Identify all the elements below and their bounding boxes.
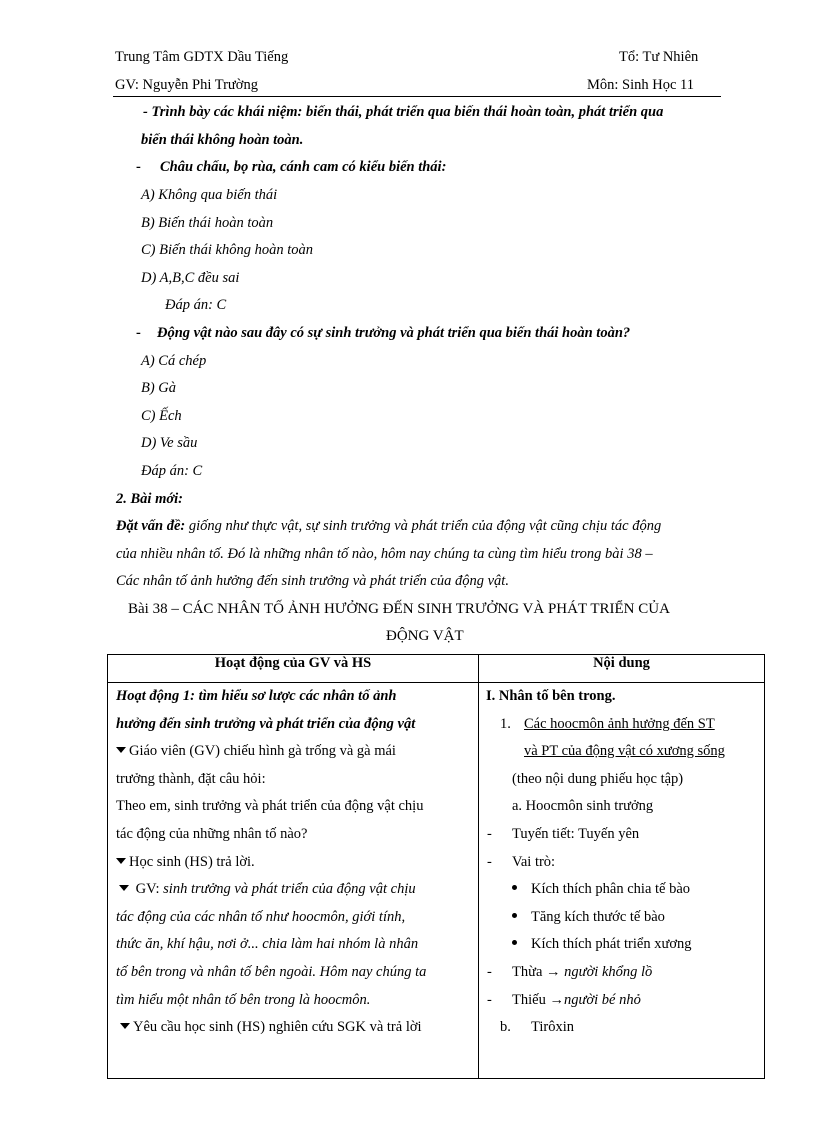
question-1-text: Châu chấu, bọ rùa, cánh cam có kiểu biến thái: (160, 159, 447, 175)
role-label: Vai trò: (512, 854, 556, 870)
teacher-name: GV: Nguyễn Phi Trường (115, 77, 258, 93)
activity-step-3-text: sinh trưởng và phát triển của động vật chịu (163, 881, 416, 897)
item-1-title-line-2: và PT của động vật có xương sống (524, 743, 725, 759)
table-row (108, 683, 765, 1079)
subject-name: Môn: Sinh Học 11 (587, 77, 695, 93)
question-1-option-b: B) Biến thái hoàn toàn (141, 215, 274, 231)
arrow-right-icon: → (546, 964, 561, 980)
intro-label: Đặt vấn đề: (116, 518, 186, 534)
lesson-title-line-1: Bài 38 – CÁC NHÂN TỐ ẢNH HƯỞNG ĐẾN SINH TRƯỞNG VÀ PHÁT TRIỂN CỦA (128, 601, 670, 617)
section-internal-factors: I. Nhân tố bên trong. (486, 688, 616, 704)
intro-line-3: Các nhân tố ảnh hưởng đến sinh trưởng và phát triển của động vật. (116, 573, 509, 589)
activity-step-4-text: Yêu cầu học sinh (HS) nghiên cứu SGK và trả lời (133, 1019, 422, 1035)
dash: - (487, 992, 492, 1008)
bullet-icon (512, 940, 517, 945)
excess-label: Thừa (512, 964, 547, 980)
activity-line-9: tác động của các nhân tố như hoocmôn, giới tính, (116, 909, 406, 925)
activity-step-1 (116, 743, 396, 760)
review-task-line-1: - Trình bày các khái niệm: biến thái, phát triển qua biến thái hoàn toàn, phát triển qua (143, 104, 664, 120)
item-1-title-line-1: Các hoocmôn ảnh hưởng đến ST (524, 716, 715, 732)
triangle-bullet-icon (119, 885, 129, 891)
question-2-text: Động vật nào sau đây có sự sinh trưởng và phát triển qua biến thái hoàn toàn? (157, 325, 631, 341)
table-header-row (108, 655, 765, 683)
role-item-text: Kích thích phát triển xương (531, 936, 692, 952)
thyroxine-heading: Tirôxin (531, 1019, 574, 1035)
dash: - (487, 826, 492, 842)
activity-line-12: tìm hiểu một nhân tố bên trong là hoocmôn. (116, 992, 371, 1008)
question-2-option-b: B) Gà (141, 380, 177, 396)
list-item (512, 909, 665, 926)
intro-line-2: của nhiều nhân tố. Đó là những nhân tố nào, hôm nay chúng ta cùng tìm hiểu trong bài 38 – (116, 546, 653, 562)
question-2-option-c: C) Ếch (141, 408, 182, 424)
list-item (512, 936, 692, 953)
bullet-icon (512, 913, 517, 918)
intro-line-1-text: giống như thực vật, sự sinh trưởng và phát triển của động vật cũng chịu tác động (185, 518, 662, 534)
secreting-gland: Tuyến tiết: Tuyến yên (512, 826, 640, 842)
activity-step-3 (116, 881, 416, 898)
dash: - (487, 964, 492, 980)
review-task-line-2: biến thái không hoàn toàn. (141, 132, 304, 148)
role-item-text: Kích thích phân chia tế bào (531, 881, 691, 897)
activity-line-4: trưởng thành, đặt câu hỏi: (116, 771, 266, 787)
question-2-option-a: A) Cá chép (141, 353, 207, 369)
question-2-option-d: D) Ve sầu (141, 435, 198, 451)
excess-result: người khổng lồ (560, 964, 653, 980)
subject-group: Tổ: Tư Nhiên (619, 49, 699, 65)
activity-line-5: Theo em, sinh trưởng và phát triển của động vật chịu (116, 798, 424, 814)
question-1-option-a: A) Không qua biến thái (141, 187, 278, 203)
content-cell (479, 683, 765, 1079)
question-1-option-c: C) Biến thái không hoàn toàn (141, 242, 313, 258)
triangle-bullet-icon (120, 1023, 130, 1029)
deficiency-effect (512, 992, 641, 1009)
item-1-number: 1. (500, 716, 511, 732)
activity-step-4 (116, 1019, 422, 1036)
header-divider (113, 96, 721, 97)
col-content-header: Nội dung (479, 655, 765, 683)
question-2-dash: - (136, 325, 141, 341)
new-lesson-heading: 2. Bài mới: (116, 491, 183, 507)
question-1-option-d: D) A,B,C đều sai (141, 270, 240, 286)
question-1-dash: - (136, 159, 141, 175)
dash: - (487, 854, 492, 870)
triangle-bullet-icon (116, 858, 126, 864)
activity-1-title-line-1: Hoạt động 1: tìm hiểu sơ lược các nhân tố ảnh (116, 688, 397, 704)
deficiency-result: người bé nhỏ (563, 992, 641, 1008)
activity-step-2-text: Học sinh (HS) trả lời. (129, 854, 255, 870)
item-b-number: b. (500, 1019, 511, 1035)
excess-effect (512, 964, 652, 981)
activities-cell (108, 683, 479, 1079)
lesson-title-line-2: ĐỘNG VẬT (386, 628, 464, 644)
activity-step-2 (116, 854, 255, 871)
activity-1-title-line-2: hưởng đến sinh trưởng và phát triển của động vật (116, 716, 416, 732)
activity-line-6: tác động của những nhân tố nào? (116, 826, 308, 842)
list-item (512, 881, 690, 898)
growth-hormone-heading: a. Hoocmôn sinh trưởng (512, 798, 654, 814)
question-1-answer: Đáp án: C (165, 297, 227, 313)
question-2-answer: Đáp án: C (141, 463, 203, 479)
activity-line-11: tố bên trong và nhân tố bên ngoài. Hôm nay chúng ta (116, 964, 427, 980)
arrow-right-icon: → (549, 992, 564, 1008)
activity-line-10: thức ăn, khí hậu, nơi ở... chia làm hai nhóm là nhân (116, 936, 419, 952)
activity-step-1-text: Giáo viên (GV) chiếu hình gà trống và gà mái (129, 743, 396, 759)
school-name: Trung Tâm GDTX Dầu Tiếng (115, 49, 289, 65)
triangle-bullet-icon (116, 747, 126, 753)
bullet-icon (512, 885, 517, 890)
col-activities-header: Hoạt động của GV và HS (108, 655, 479, 683)
role-item-text: Tăng kích thước tế bào (531, 909, 665, 925)
worksheet-note: (theo nội dung phiếu học tập) (512, 771, 684, 787)
deficiency-label: Thiếu (512, 992, 550, 1008)
lesson-table (107, 654, 765, 1079)
intro-line-1 (116, 518, 661, 535)
activity-step-3-label: GV: (132, 881, 164, 897)
